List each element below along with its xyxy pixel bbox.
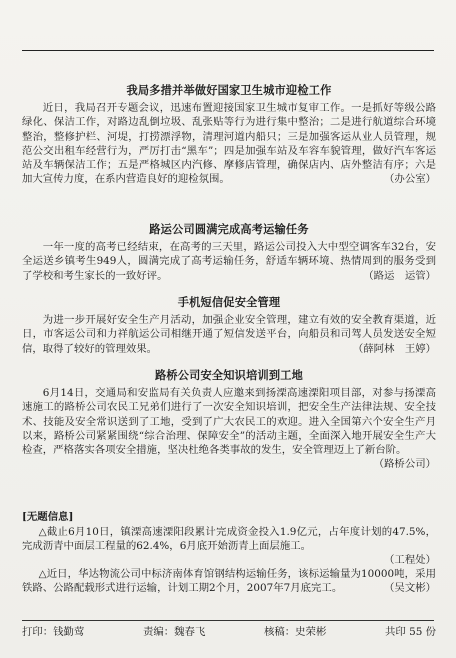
news-item-source: （工程处） [384,554,436,566]
article-title: 路桥公司安全知识培训到工地 [154,368,304,382]
article-safety-training [22,368,436,471]
news-section-title: [无题信息] [22,511,74,523]
news-item [22,567,436,595]
article-title: 我局多措并举做好国家卫生城市迎检工作 [126,83,332,97]
article-title: 路运公司圆满完成高考运输任务 [149,222,309,236]
news-item-source: （吴文彬） [384,582,436,594]
article-source: （路运 运管） [363,269,436,282]
article-title: 手机短信促安全管理 [177,295,281,309]
news-item: △截止6月10日，镇溧高速溧阳段累计完成资金投入1.9亿元，占年度计划的47.5%，完成沥青中面层工程量的62.4%，6月底开始沥青上面层施工。 [22,526,436,552]
proof-name: 史荣彬 [295,626,327,638]
article-source: （办公室） [384,173,436,186]
article-text: 近日，我局召开专题会议，迅速布置迎接国家卫生城市复审工作。一是抓好等级公路绿化、保洁工作，对路边乱倒垃圾、乱张贴等行为进行集中整治；二是进行航道综合环境整治，整修护栏、河堤，打捞漂浮物，清理河道内船只；三是加强客运从业人员管理，规范公交出租车经营行为，严厉打击“黑车”；四是加强车站及车容车貌管理，做好汽车客运站及车辆保洁工作；五是严格城区内汽修、摩修店管理，确保店内、店外整洁有序；六是加大宣传力度，在系内营造良好的迎检氛围。 [22,102,436,186]
footer-print [22,623,84,638]
article-source: （路桥公司） [373,458,436,471]
article-body [22,101,436,186]
article-sms-safety [22,295,436,356]
print-label: 打印： [22,626,54,638]
editor-label: 责编： [143,626,175,638]
footer [22,623,436,638]
article-body [22,313,436,356]
proof-label: 核稿： [264,626,296,638]
article-text: 为进一步开展好安全生产月活动，加强企业安全管理，建立有效的安全教育渠道，近日，市客运公司和力祥航运公司相继开通了短信发送平台，向船员和司驾人员发送安全短信，取得了较好的管理效果。 [22,314,436,355]
news-item-text: △近日，华达物流公司中标济南体育馆钢结构运输任务，该标运输量为10000吨，采用铁路、公路配载形式进行运输，计划工期2个月，2007年7月底完工。 [22,568,436,594]
footer-editor [143,623,205,638]
footer-copies: 共印 55 份 [385,626,436,638]
top-rule [22,50,434,51]
article-sanitation [22,83,436,186]
print-name: 钱勤莺 [53,626,85,638]
article-text: 一年一度的高考已经结束，在高考的三天里，路运公司投入大中型空调客车32台，安全运送乡镇考生949人，圆满完成了高考运输任务，舒适车辆环境、热情周到的服务受到了学校和考生家长的一致好评。 [22,241,436,282]
article-text: 6月14日，交通局和安监局有关负责人应邀来到扬溧高速溧阳项目部，对参与扬溧高速施工的路桥公司农民工兄弟们进行了一次安全知识培训，把安全生产法律法规、安全技术、技能及安全常识送到了工地，受到了广大农民工的欢迎。进入全国第六个安全生产月以来，路桥公司紧紧围绕“综合治理、保障安全”的活动主题，全面深入地开展安全生产大检查，严格落实各项安全措施，坚决杜绝各类事故的发生，安全管理迈上了新台阶。 [22,387,436,457]
editor-name: 魏春飞 [174,626,206,638]
article-source: （薛阿林 王婷） [352,342,436,355]
article-body [22,386,436,471]
footer-proof [264,623,326,638]
article-exam-transport [22,222,436,283]
article-body [22,240,436,283]
footer-rule [22,620,434,621]
untitled-news-section [22,510,436,595]
